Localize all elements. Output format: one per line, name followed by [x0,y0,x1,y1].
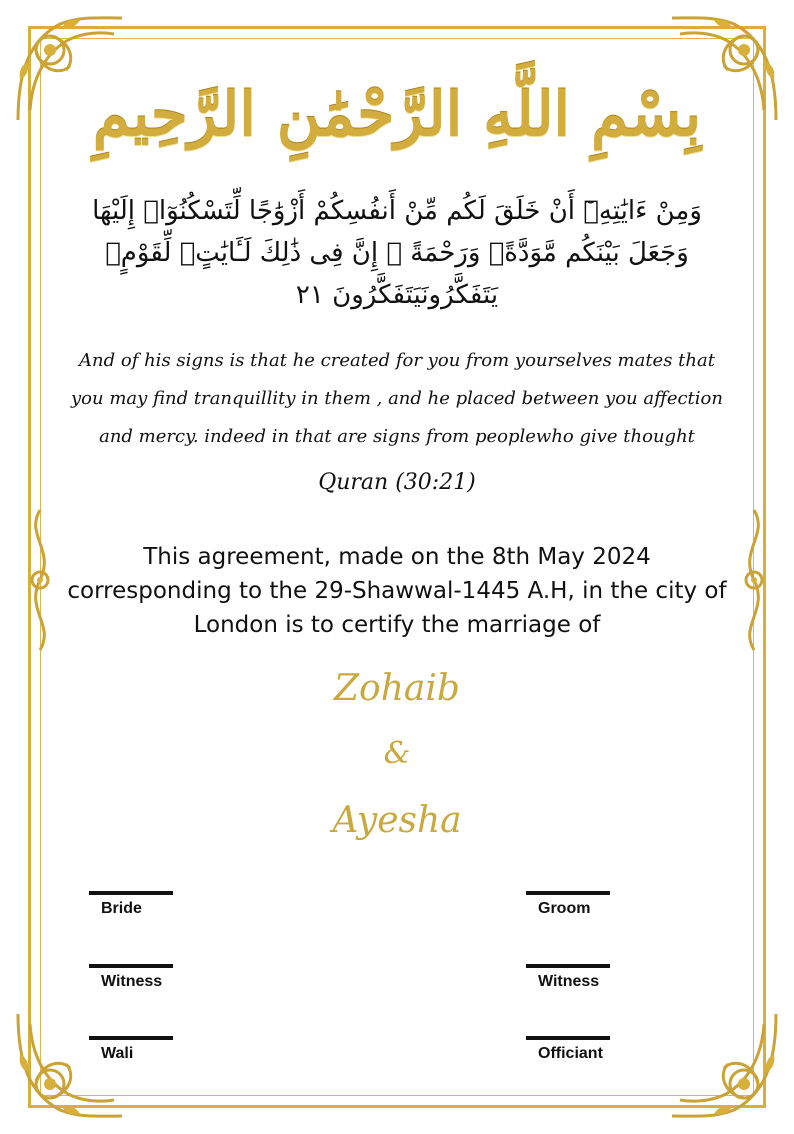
officiant-signature[interactable] [526,1036,656,1063]
agreement-text [48,540,746,642]
signature-line [89,1036,173,1040]
signature-label: Officiant [538,1045,603,1062]
verse-translation [48,342,746,456]
signature-label: Wali [101,1045,134,1062]
verse-reference: Quran (30:21) [318,470,476,495]
signature-line [89,891,173,895]
translation-line: you may find tranquillity in them , and he placed between you affection [71,388,723,409]
agreement-line: corresponding to the 29-Shawwal-1445 A.H, in the city of [67,578,727,604]
translation-line: And of his signs is that he created for you from yourselves mates that [79,350,715,371]
ayah-line: وَجَعَلَ بَيْنَكُم مَّوَدَّةًۭ وَرَحْمَةً ۚ إِنَّ فِى ذَٰلِكَ لَـَٔايَٰتٍۢ لِّقَوْمٍۢ [105,238,689,268]
agreement-line: This agreement, made on the 8th May 2024 [143,544,651,570]
signature-line [526,1036,610,1040]
agreement-line: London is to certify the marriage of [193,612,601,638]
bismillah-calligraphy: بِسْمِ اللَّهِ الرَّحْمَٰنِ الرَّحِيمِ [92,80,702,150]
signature-line [526,891,610,895]
signature-line [526,964,610,968]
signature-label: Witness [538,973,600,990]
wali-signature[interactable] [89,1036,219,1063]
signature-label: Bride [101,900,142,917]
bride-signature[interactable] [89,891,219,918]
signature-label: Witness [101,973,163,990]
groom-name: Zohaib [334,668,460,709]
corner-ornament-icon [10,1004,130,1124]
corner-ornament-icon [664,1004,784,1124]
ayah-line: يَتَفَكَّرُونَيَتَفَكَّرُونَ ٢١ [295,280,499,310]
witness-right-signature[interactable] [526,964,656,991]
signature-label: Groom [538,900,591,917]
quran-verse-arabic [90,190,704,316]
bride-name: Ayesha [332,800,462,841]
translation-line: and mercy. indeed in that are signs from peoplewho give thought [99,426,695,447]
groom-signature[interactable] [526,891,656,918]
signature-line [89,964,173,968]
ayah-line: وَمِنْ ءَايَٰتِهِۦٓ أَنْ خَلَقَ لَكُم مِّنْ أَنفُسِكُمْ أَزْوَٰجًا لِّتَسْكُنُوٓا۟ إِلَيْهَا [92,196,702,226]
witness-left-signature[interactable] [89,964,219,991]
ampersand: & [383,736,411,771]
